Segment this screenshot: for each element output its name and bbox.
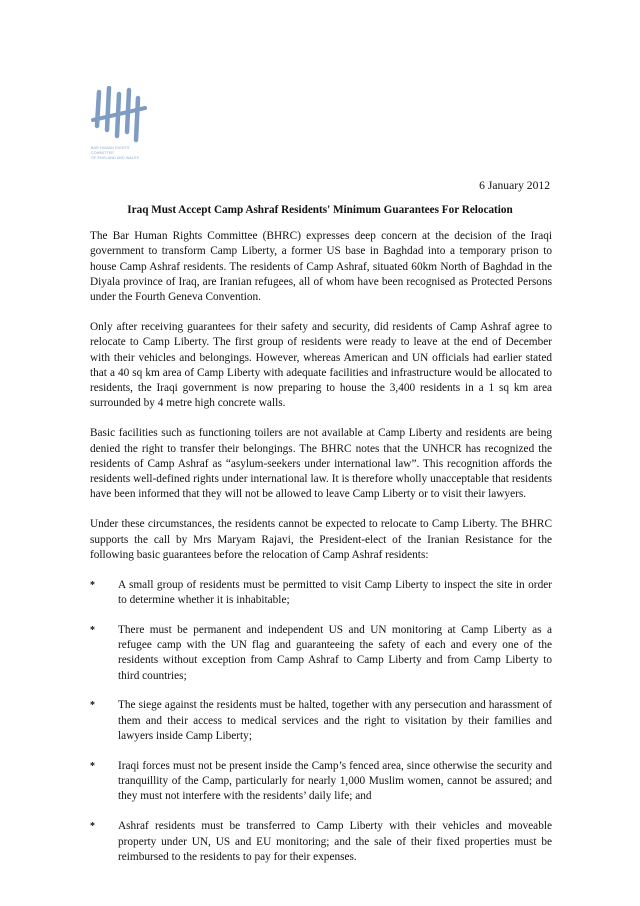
guarantees-list [90, 578, 552, 865]
document-title: Iraq Must Accept Camp Ashraf Residents' Minimum Guarantees For Relocation [127, 204, 513, 216]
bullet-marker: * [90, 700, 95, 712]
body-paragraph: Under these circumstances, the residents cannot be expected to relocate to Camp Liberty. The BHRC supports the call by Mrs Maryam Rajavi, the President-elect of the Iranian Resistance for the following basic guarantees before the relocation of Camp Ashraf residents: [90, 518, 552, 561]
bullet-marker: * [90, 760, 95, 772]
logo-caption [91, 146, 139, 162]
logo-caption-line: OF ENGLAND AND WALES [91, 156, 140, 161]
list-item [90, 759, 552, 805]
document-date: 6 January 2012 [479, 179, 550, 192]
list-item-text: A small group of residents must be permitted to visit Camp Liberty to inspect the site in order to determine whether it is inhabitable; [118, 578, 552, 606]
bullet-marker: * [90, 821, 95, 833]
tally-marks-icon [91, 86, 161, 144]
body-paragraph: Only after receiving guarantees for their safety and security, did residents of Camp Ashraf agree to relocate to Camp Liberty. The first group of residents were ready to leave at the end of December with their vehicles and belongings. However, whereas American and UN officials had earlier stated that a 40 sq km area of Camp Liberty with adequate facilities and infrastructure would be allocated to residents, the Iraqi government is now preparing to house the 3,400 residents in a 1 sq km area surrounded by 4 metre high concrete walls. [90, 320, 552, 410]
list-item-text: There must be permanent and independent US and UN monitoring at Camp Liberty as a refugee camp with the UN flag and guaranteeing the safety of each and every one of the residents without exception from Camp Ashraf to Camp Liberty and from Camp Liberty to third countries; [118, 623, 552, 682]
bullet-marker: * [90, 624, 95, 636]
document-body [90, 229, 552, 880]
list-item [90, 698, 552, 744]
body-paragraph: Basic facilities such as functioning toilers are not available at Camp Liberty and residents are being denied the right to transfer their belongings. The BHRC notes that the UNHCR has recognized the residents of Camp Ashraf as “asylum-seekers under international law”. This recognition affords the residents well-defined rights under international law. It is therefore wholly unacceptable that residents have been informed that they will not be allowed to leave Camp Liberty or to visit their lawyers. [90, 427, 552, 501]
logo-caption-line: BAR HUMAN RIGHTS [91, 146, 130, 150]
list-item [90, 819, 552, 865]
bullet-marker: * [90, 579, 95, 591]
body-paragraph: The Bar Human Rights Committee (BHRC) expresses deep concern at the decision of the Iraqi government to transform Camp Liberty, a former US base in Baghdad into a temporary prison to house Camp Ashraf residents. The residents of Camp Ashraf, situated 60km North of Baghdad in the Diyala province of Iraq, are Iranian refugees, all of whom have been recognised as Protected Persons under the Fourth Geneva Convention. [90, 230, 552, 304]
logo-caption-line: COMMITTEE [91, 151, 114, 156]
list-item-text: The siege against the residents must be halted, together with any persecution and harassment of them and their access to medical services and the right to visitation by their families and lawyers inside Camp Liberty; [118, 699, 552, 743]
list-item [90, 578, 552, 609]
list-item [90, 623, 552, 684]
list-item-text: Ashraf residents must be transferred to Camp Liberty with their vehicles and moveable property under UN, US and EU monitoring; and the sale of their fixed properties must be reimbursed to the residents to pay for their expenses. [118, 820, 552, 863]
list-item-text: Iraqi forces must not be present inside the Camp’s fenced area, since otherwise the security and tranquillity of the Camp, particularly for nearly 1,000 Muslim women, cannot be assured; and they must not interfere with the residents’ daily life; and [118, 759, 552, 803]
bhrc-logo [91, 86, 161, 174]
